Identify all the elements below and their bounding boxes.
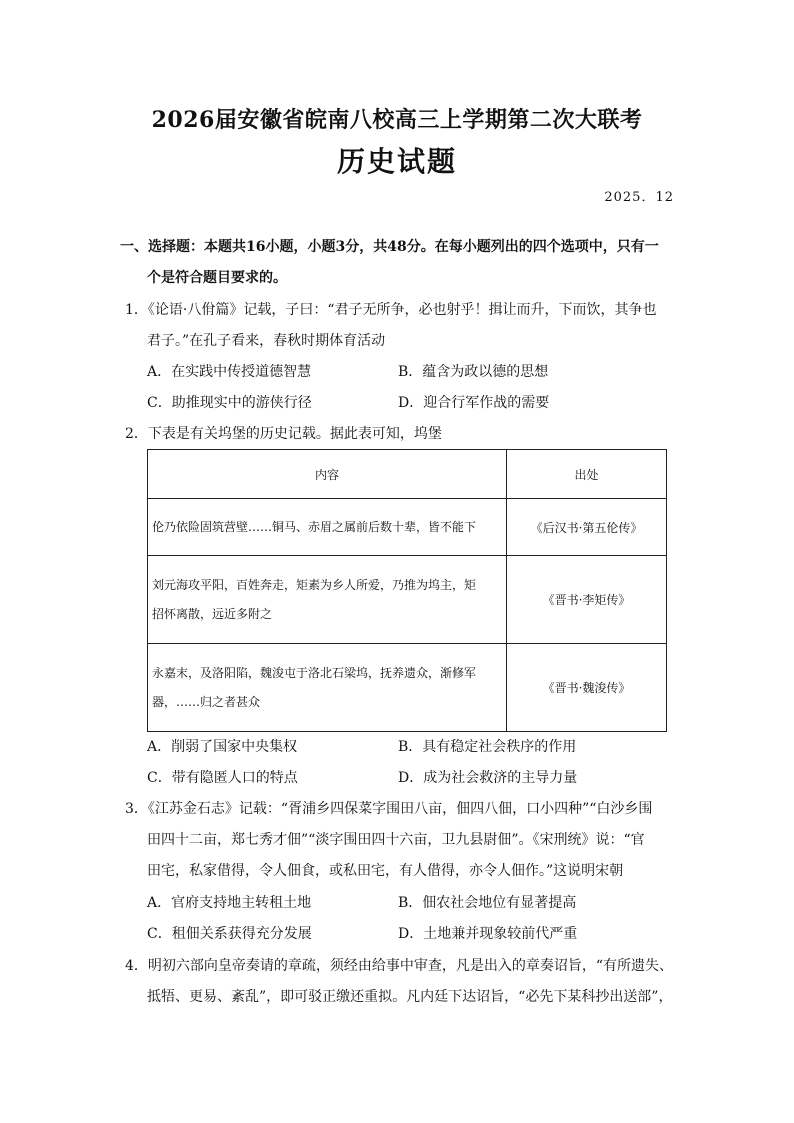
table-cell-text: 伦乃依险固筑营壁……铜马、赤眉之属前后数十辈，皆不能下 [152,519,477,534]
question-3-option-b: B．佃农社会地位有显著提高 [398,895,577,911]
table-cell-content [148,556,507,644]
question-3-option-c: C．租佃关系获得充分发展 [147,926,312,942]
table-cell-text: 器，……归之者甚众 [152,694,261,709]
question-1-option-d: D．迎合行军作战的需要 [398,395,550,411]
question-1-option-b: B．蕴含为政以德的思想 [398,364,549,380]
table-header-source: 出处 [507,450,667,499]
table-cell-source: 《后汉书·第五伦传》 [507,499,667,556]
table-cell-source: 《晋书·魏浚传》 [507,644,667,732]
question-4-line-1: 4．明初六部向皇帝奏请的章疏，须经由给事中审查，凡是出入的章奏诏旨，“有所遗失、 [125,958,674,974]
question-2-line-1: 2．下表是有关坞堡的历史记载。据此表可知，坞堡 [125,426,442,442]
table-header-content: 内容 [148,450,507,499]
table-row [148,499,667,556]
question-1-option-a: A．在实践中传授道德智慧 [147,364,312,380]
question-1-line-2: 君子。”在孔子看来，春秋时期体育活动 [147,333,386,349]
question-2-option-d: D．成为社会救济的主导力量 [398,770,578,786]
table-cell-content [148,499,507,556]
question-1-option-c: C．助推现实中的游侠行径 [147,395,312,411]
question-3-option-d: D．土地兼并现象较前代严重 [398,926,578,942]
table-header-row [148,450,667,499]
history-records-table [147,449,667,732]
table-cell-text: 招怀离散，远近多附之 [152,606,273,621]
question-2-option-a: A．削弱了国家中央集权 [147,739,298,755]
exam-title: 2026届安徽省皖南八校高三上学期第二次大联考 [151,107,643,133]
question-2-option-b: B．具有稳定社会秩序的作用 [398,739,577,755]
table-cell-text: 刘元海攻平阳，百姓奔走，矩素为乡人所爱，乃推为坞主，矩 [152,577,477,592]
question-1-line-1: 1．《论语·八佾篇》记载，子曰：“君子无所争，必也射乎！揖让而升，下而饮，其争也 [125,302,657,318]
section-heading-cont: 个是符合题目要求的。 [147,270,287,286]
question-2-option-c: C．带有隐匿人口的特点 [147,770,298,786]
question-3-line-1: 3．《江苏金石志》记载：“胥浦乡四保菜字围田八亩，佃四八佃，口小四种”“白沙乡围 [125,801,653,817]
table-cell-content [148,644,507,732]
question-4-line-2: 抵牾、更易、紊乱”，即可驳正缴还重拟。凡内廷下达诏旨，“必先下某科抄出送部”， [147,989,673,1005]
question-3-option-a: A．官府支持地主转租土地 [147,895,312,911]
table-row [148,644,667,732]
exam-subject: 历史试题 [336,145,457,178]
table-cell-text: 永嘉末，及洛阳陷，魏浚屯于洛北石梁坞，抚养遗众，渐修军 [152,665,477,680]
section-heading: 一、选择题：本题共16小题，小题3分，共48分。在每小题列出的四个选项中，只有一 [120,239,659,255]
exam-date: 2025．12 [604,190,674,205]
question-3-line-3: 田宅，私家借得，令人佃食，或私田宅，有人借得，亦令人佃作。”这说明宋朝 [147,863,624,879]
table-cell-source: 《晋书·李矩传》 [507,556,667,644]
question-3-line-2: 田四十二亩，郑七秀才佃”“淡字围田四十六亩，卫九县尉佃”。《宋刑统》说：“官 [147,832,645,848]
table-row [148,556,667,644]
